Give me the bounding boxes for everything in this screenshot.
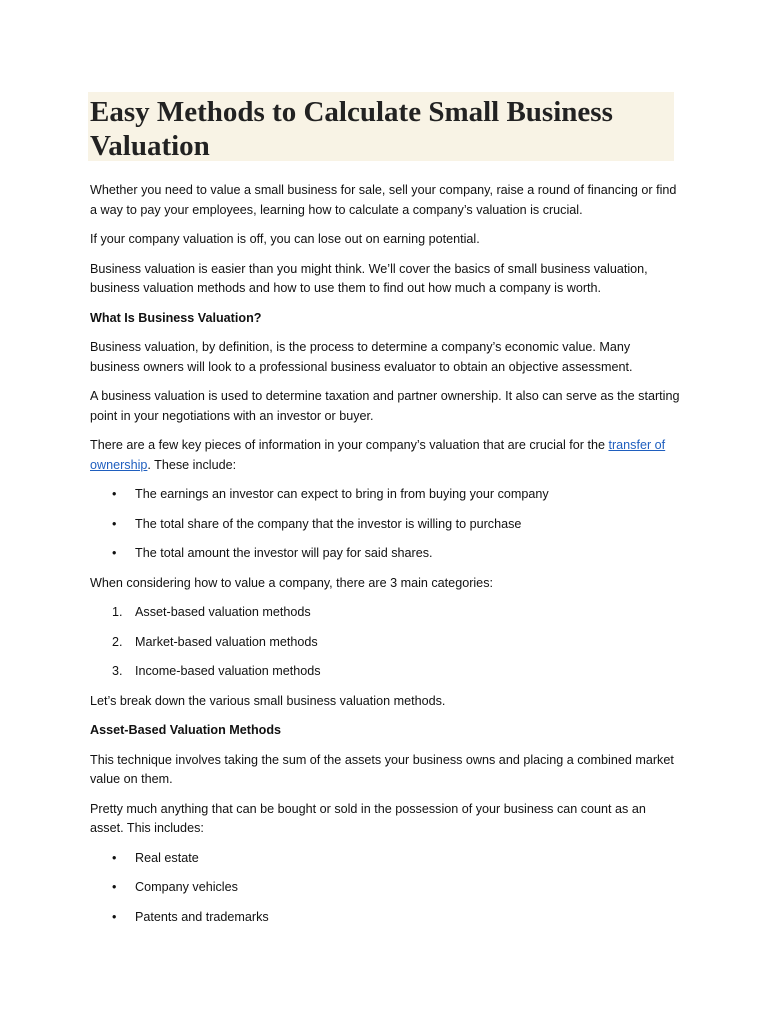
paragraph: A business valuation is used to determine taxation and partner ownership. It also can serve as the starting point in your negotiations with an investor or buyer. bbox=[90, 389, 680, 423]
list-item-text: Asset-based valuation methods bbox=[135, 605, 311, 619]
bullet-marker: • bbox=[112, 880, 117, 894]
transfer-of-ownership-link[interactable]: transfer of ownership bbox=[90, 438, 666, 472]
list-item bbox=[90, 603, 680, 623]
section-heading: Asset-Based Valuation Methods bbox=[90, 723, 282, 737]
bullet-marker: • bbox=[112, 546, 117, 560]
list-item-text: Patents and trademarks bbox=[135, 909, 269, 924]
paragraph-text: . These include: bbox=[147, 457, 237, 472]
list-item bbox=[90, 515, 680, 535]
page-title: Easy Methods to Calculate Small Business Valuation bbox=[90, 96, 613, 162]
number-marker: 2. bbox=[112, 634, 123, 649]
bullet-marker: • bbox=[112, 487, 117, 501]
list-item-text: The earnings an investor can expect to bring in from buying your company bbox=[135, 487, 549, 501]
list-item bbox=[90, 544, 680, 564]
paragraph: Business valuation is easier than you might think. We’ll cover the basics of small business valuation, business valuation methods and how to use them to find out how much a company is worth. bbox=[90, 261, 648, 295]
number-marker: 3. bbox=[112, 664, 123, 678]
paragraph-text: There are a few key pieces of information in your company’s valuation that are crucial for the bbox=[90, 438, 609, 452]
list-item-text: Real estate bbox=[135, 850, 199, 865]
bullet-marker: • bbox=[112, 850, 117, 865]
number-marker: 1. bbox=[112, 605, 123, 619]
list-item bbox=[90, 878, 680, 898]
intro-paragraph: Whether you need to value a small business for sale, sell your company, raise a round of financing or find a way to pay your employees, learning how to calculate a company’s valuation is crucial. bbox=[90, 183, 677, 217]
section-heading: What Is Business Valuation? bbox=[90, 310, 262, 325]
paragraph: Pretty much anything that can be bought or sold in the possession of your business can count as an asset. This includes: bbox=[90, 801, 646, 835]
bullet-list bbox=[90, 485, 680, 564]
bullet-marker: • bbox=[112, 909, 117, 924]
paragraph: When considering how to value a company, there are 3 main categories: bbox=[90, 575, 493, 590]
paragraph: This technique involves taking the sum of the assets your business owns and placing a combined market value on them. bbox=[90, 752, 674, 786]
title-banner bbox=[88, 92, 674, 161]
list-item bbox=[90, 633, 680, 653]
bullet-marker: • bbox=[112, 516, 117, 531]
paragraph: If your company valuation is off, you can lose out on earning potential. bbox=[90, 232, 480, 246]
list-item-text: The total share of the company that the investor is willing to purchase bbox=[135, 516, 522, 531]
paragraph: Let’s break down the various small business valuation methods. bbox=[90, 693, 446, 708]
list-item bbox=[90, 849, 680, 869]
paragraph: Business valuation, by definition, is the process to determine a company’s economic value. Many business owners will look to a professional business evaluator to obtain an objective assessment. bbox=[90, 340, 633, 374]
list-item bbox=[90, 485, 680, 505]
list-item-text: The total amount the investor will pay for said shares. bbox=[135, 546, 433, 560]
document-page bbox=[90, 92, 680, 927]
list-item bbox=[90, 908, 680, 928]
list-item-text: Company vehicles bbox=[135, 880, 238, 894]
bullet-list bbox=[90, 849, 680, 928]
list-item-text: Market-based valuation methods bbox=[135, 634, 318, 649]
list-item-text: Income-based valuation methods bbox=[135, 664, 321, 678]
list-item bbox=[90, 662, 680, 682]
paragraph-with-link bbox=[90, 436, 680, 475]
numbered-list bbox=[90, 603, 680, 682]
